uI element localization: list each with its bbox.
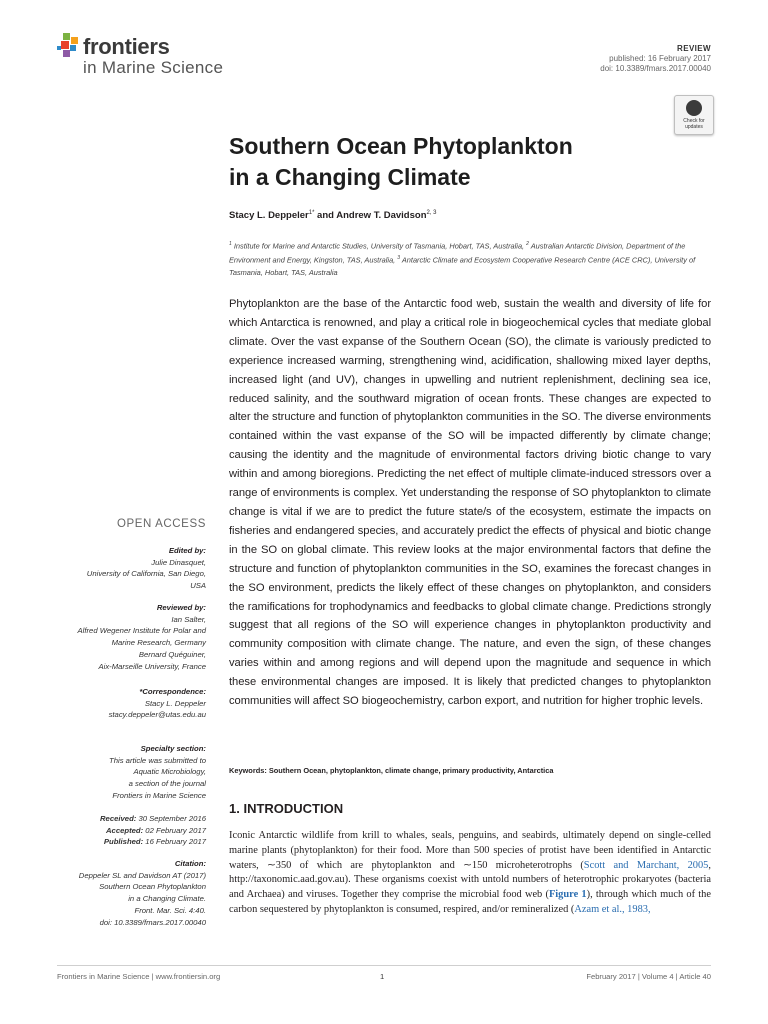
- section-heading: 1. INTRODUCTION: [229, 801, 344, 816]
- footer-divider: [57, 965, 711, 966]
- frontiers-logo-icon: [57, 33, 81, 63]
- author-name[interactable]: Andrew T. Davidson: [336, 210, 427, 222]
- correspondent-email[interactable]: stacy.deppeler@utas.edu.au: [108, 710, 206, 720]
- specialty-text: This article was submitted to: [109, 755, 206, 765]
- editor-affiliation: University of California, San Diego,: [86, 569, 206, 579]
- footer-issue-info: February 2017 | Volume 4 | Article 40: [586, 972, 711, 981]
- editor-name[interactable]: Julie Dinasquet,: [151, 557, 206, 567]
- reviewer-name[interactable]: Bernard Quéguiner,: [138, 649, 206, 659]
- correspondence-block: [26, 686, 206, 721]
- article-type: REVIEW: [677, 44, 711, 53]
- page-number: 1: [380, 972, 385, 981]
- citation-text: in a Changing Climate.: [128, 894, 206, 904]
- specialty-text: Aquatic Microbiology,: [133, 767, 206, 777]
- received-date: Received: 30 September 2016: [100, 814, 206, 823]
- specialty-section-label: Specialty section:: [140, 744, 206, 753]
- affil-marker: 2: [526, 241, 529, 247]
- body-text: Iconic Antarctic wildlife from krill to whales, seals, penguins, and seabirds, ultimately depend on single-celled marine plants (phytoplankton) for their food. More than 500 species of protist have been identified in Antarctic waters, ∼350 of which are phytoplankton and ∼150 microheterotrophs (: [229, 830, 711, 871]
- doi[interactable]: doi: 10.3389/fmars.2017.00040: [600, 64, 711, 73]
- specialty-text: a section of the journal: [128, 779, 206, 789]
- dates-block: [26, 813, 206, 848]
- reviewer-name[interactable]: Ian Salter,: [171, 614, 206, 624]
- specialty-section-block: [26, 743, 206, 802]
- author-name[interactable]: Stacy L. Deppeler: [229, 210, 309, 222]
- citation-link[interactable]: Scott and Marchant, 2005: [583, 859, 709, 871]
- figure-link[interactable]: Figure 1: [548, 889, 587, 901]
- title-line: in a Changing Climate: [229, 164, 471, 190]
- edited-by-block: [26, 545, 206, 592]
- citation-text: Southern Ocean Phytoplankton: [99, 882, 206, 892]
- correspondence-label: *Correspondence:: [139, 687, 206, 696]
- intro-paragraph: [229, 829, 711, 918]
- affiliations: [229, 238, 707, 279]
- published-date-sidebar: Published: 16 February 2017: [103, 837, 206, 847]
- citation-label: Citation:: [174, 859, 206, 868]
- check-updates-label: Check for: [683, 118, 705, 124]
- affil-marker: 1: [229, 241, 232, 247]
- affiliation: Antarctic Climate and Ecosystem Cooperative Research Centre (ACE CRC), University of Tasmania, Hobart, TAS, Australia: [229, 255, 696, 277]
- title-line: Southern Ocean Phytoplankton: [229, 133, 573, 159]
- affiliation: Institute for Marine and Antarctic Studies, University of Tasmania, Hobart, TAS, Australia,: [231, 241, 527, 251]
- reviewed-by-block: [26, 602, 206, 672]
- body-text: ), through which much of the carbon sequestered by phytoplankton is consumed, respired, and/or remineralized (: [229, 889, 711, 915]
- brand-name: frontiers: [83, 34, 170, 59]
- bookmark-icon: [686, 100, 702, 116]
- journal-logo[interactable]: [57, 33, 237, 83]
- reviewer-affiliation: Marine Research, Germany: [111, 638, 206, 648]
- journal-name: in Marine Science: [83, 58, 224, 77]
- citation-block: [26, 858, 206, 928]
- edited-by-label: Edited by:: [168, 546, 206, 555]
- open-access-label: OPEN ACCESS: [116, 518, 206, 530]
- specialty-text: Frontiers in Marine Science: [112, 790, 206, 800]
- reviewer-affiliation: Alfred Wegener Institute for Polar and: [77, 626, 206, 636]
- citation-doi[interactable]: doi: 10.3389/fmars.2017.00040: [99, 917, 206, 927]
- check-updates-label: updates: [685, 124, 703, 130]
- affiliation: Australian Antarctic Division, Department of the Environment and Energy, Kingston, TAS, Australia,: [229, 241, 686, 265]
- author-affil-marker: 1*: [308, 210, 315, 216]
- keywords: Keywords: Southern Ocean, phytoplankton, climate change, primary productivity, Antarctica: [229, 766, 554, 775]
- reviewed-by-label: Reviewed by:: [156, 603, 206, 612]
- abstract: Phytoplankton are the base of the Antarctic food web, sustain the wealth and diversity of life for which Antarctica is renowned, and play a critical role in biogeochemical cycles that mediate global climate. Over the vast expanse of the Southern Ocean (SO), the climate is variously predicted to experience increased warming, strengthening wind, acidification, shallowing mixed layer depths, increased light (and UV), changes in upwelling and nutrient replenishment, declining sea ice, reduced salinity, and the southward migration of ocean fronts. These changes are expected to alter the structure and function of phytoplankton communities in the SO. The diverse environments contained within the vast expanse of the SO will be impacted differently by climate change; causing the identity and the magnitude of environmental factors driving biotic change to vary within and among bioregions. Predicting the net effect of multiple climate-induced stressors over a range of environments is complex. Yet understanding the response of SO phytoplankton to climate change is vital if we are to predict the future state/s of the ecosystem, estimate the impacts on fisheries and endangered species, and accurately predict the effects of physical and biotic change in the SO on global climate. This review looks at the major environmental factors that define the structure and function of phytoplankton communities in the SO, examines the forecast changes in the SO environment, predicts the likely effect of these changes on phytoplankton, and considers the ramifications for trophodynamics and feedbacks to global climate change. Predictions strongly suggest that all regions of the SO will experience changes in phytoplankton productivity and community composition with climate change. The nature, and even the sign, of these changes varies within and among regions and will depend upon the magnitude and sequence in which these environmental changes are imposed. It is likely that predicted changes to phytoplankton communities will affect SO biogeochemistry, carbon export, and nutrition for higher trophic levels.: [229, 298, 711, 708]
- reviewer-affiliation: Aix-Marseille University, France: [98, 661, 206, 671]
- published-date: published: 16 February 2017: [609, 54, 711, 63]
- correspondent-name: Stacy L. Deppeler: [144, 698, 206, 708]
- body-text: , http://taxonomic.aad.gov.au). These organisms coexist with untold numbers of heterotrophic prokaryotes (bacteria and Archaea) and viruses. Together they comprise the microbial food web (: [229, 859, 711, 901]
- citation-text: Front. Mar. Sci. 4:40.: [134, 905, 206, 915]
- check-for-updates-button[interactable]: [674, 95, 714, 135]
- author-separator: and: [314, 210, 337, 222]
- citation-text: Deppeler SL and Davidson AT (2017): [78, 870, 206, 880]
- citation-link[interactable]: Azam et al., 1983,: [574, 903, 651, 915]
- accepted-date: Accepted: 02 February 2017: [106, 825, 206, 835]
- footer-journal-link[interactable]: Frontiers in Marine Science | www.frontiersin.org: [57, 972, 221, 981]
- affil-marker: 3: [397, 255, 401, 262]
- article-title: [229, 131, 669, 193]
- article-meta: [600, 44, 711, 74]
- editor-affiliation: USA: [190, 581, 206, 591]
- author-list: [229, 210, 437, 221]
- author-affil-marker: 2, 3: [426, 210, 437, 216]
